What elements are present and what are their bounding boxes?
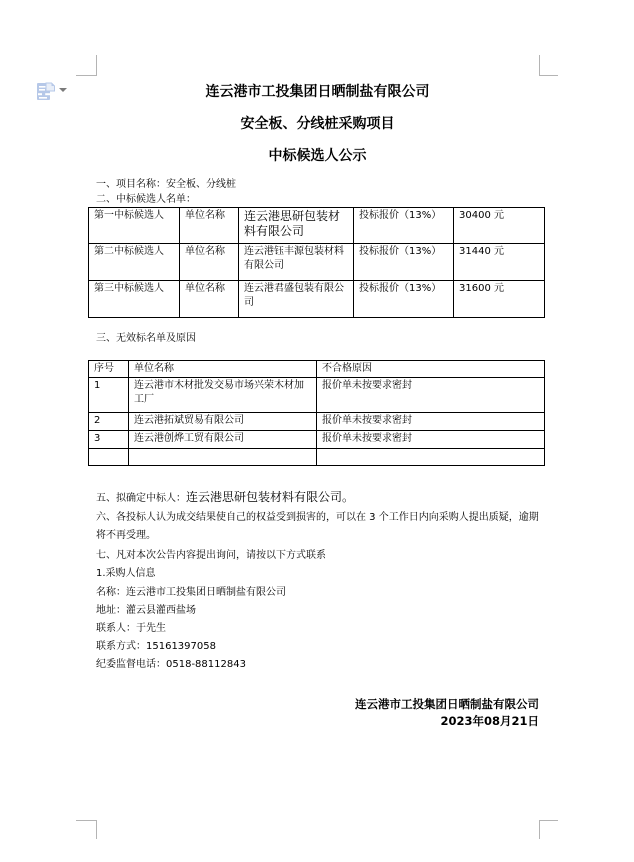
purchaser-info-heading: 1.采购人信息 (96, 568, 156, 579)
candidate-company: 连云港思研包装材料有限公司 (239, 208, 354, 244)
table-row (89, 208, 545, 244)
unit-label: 单位名称 (180, 281, 239, 318)
margin-crop-mark-bottom-right (539, 820, 558, 839)
candidate-rank: 第一中标候选人 (89, 208, 180, 244)
column-header-company: 单位名称 (129, 361, 317, 378)
table-header-row (89, 361, 545, 378)
candidate-company: 连云港钰丰源包装材料有限公司 (239, 244, 354, 281)
candidate-rank: 第二中标候选人 (89, 244, 180, 281)
invalid-reason: 报价单未按要求密封 (317, 378, 545, 413)
contact-address: 地址：灌云县灌西盐场 (96, 605, 196, 616)
table-row (89, 378, 545, 413)
invalid-bids-table (88, 360, 545, 466)
section-inquiry-contact: 七、凡对本次公告内容提出询问，请按以下方式联系 (96, 550, 326, 561)
section-invalid-bids-heading: 三、无效标名单及原因 (96, 333, 196, 344)
column-header-reason: 不合格原因 (317, 361, 545, 378)
table-row (89, 449, 545, 466)
invalid-reason (317, 449, 545, 466)
section-candidate-list-heading: 二、中标候选人名单： (96, 194, 196, 205)
column-header-no: 序号 (89, 361, 129, 378)
paste-options-button[interactable] (36, 81, 70, 103)
bid-amount: 31600 元 (454, 281, 545, 318)
bid-amount: 31440 元 (454, 244, 545, 281)
bid-label: 投标报价（13%） (354, 281, 454, 318)
row-number: 1 (89, 378, 129, 413)
invalid-company: 连云港创烨工贸有限公司 (129, 431, 317, 449)
row-number: 2 (89, 413, 129, 431)
section-objection-notice: 六、各投标人认为成交结果使自己的权益受到损害的，可以在 3 个工作日内向采购人提出质疑，逾期将不再受理。 (96, 512, 539, 541)
contact-phone: 联系方式：15161397058 (96, 641, 216, 652)
bid-label: 投标报价（13%） (354, 244, 454, 281)
section-project-name: 一、项目名称：安全板、分线桩 (96, 179, 236, 190)
contact-block (96, 584, 543, 674)
candidates-table (88, 207, 545, 318)
invalid-reason: 报价单未按要求密封 (317, 413, 545, 431)
invalid-reason: 报价单未按要求密封 (317, 431, 545, 449)
margin-crop-mark-top-left (76, 55, 97, 76)
document-title-company: 连云港市工投集团日晒制盐有限公司 (205, 84, 430, 100)
section-confirmed-winner (96, 490, 354, 506)
chevron-down-icon (59, 88, 67, 92)
signature-date: 2023年08月21日 (440, 714, 539, 728)
candidate-rank: 第三中标候选人 (89, 281, 180, 318)
table-row (89, 244, 545, 281)
table-row (89, 431, 545, 449)
confirmed-winner-company: 连云港思研包装材料有限公司。 (186, 490, 355, 504)
table-row (89, 413, 545, 431)
bid-amount: 30400 元 (454, 208, 545, 244)
contact-supervision-phone: 纪委监督电话：0518-88112843 (96, 659, 246, 670)
contact-name: 名称：连云港市工投集团日晒制盐有限公司 (96, 587, 286, 598)
unit-label: 单位名称 (180, 208, 239, 244)
row-number: 3 (89, 431, 129, 449)
unit-label: 单位名称 (180, 244, 239, 281)
signature-company: 连云港市工投集团日晒制盐有限公司 (355, 697, 539, 711)
row-number (89, 449, 129, 466)
table-row (89, 281, 545, 318)
invalid-company (129, 449, 317, 466)
invalid-company: 连云港拓斌贸易有限公司 (129, 413, 317, 431)
invalid-company: 连云港市木材批发交易市场兴荣木材加工厂 (129, 378, 317, 413)
candidate-company: 连云港君盛包装有限公司 (239, 281, 354, 318)
confirmed-winner-prefix: 五、拟确定中标人： (96, 493, 186, 504)
margin-crop-mark-bottom-left (76, 820, 97, 839)
document-title-project: 安全板、分线桩采购项目 (240, 116, 395, 132)
contact-person: 联系人：于先生 (96, 623, 166, 634)
document-title-announcement: 中标候选人公示 (268, 148, 367, 164)
bid-label: 投标报价（13%） (354, 208, 454, 244)
margin-crop-mark-top-right (539, 55, 558, 76)
